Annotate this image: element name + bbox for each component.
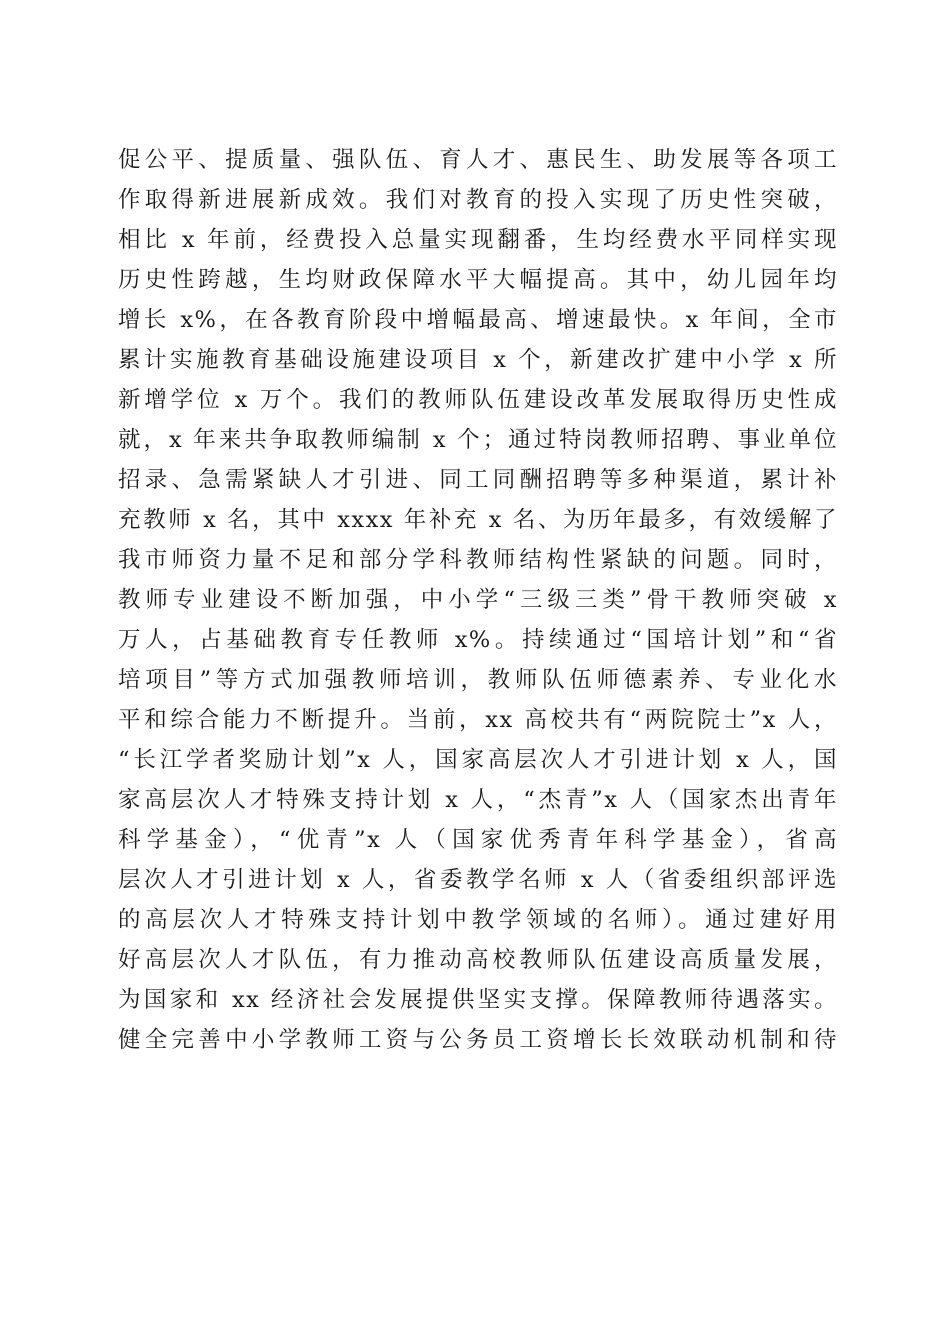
text-line: 充教师 x 名，其中 xxxx 年补充 x 名、为历年最多，有效缓解了 (118, 507, 838, 533)
text-line: 增长 x%，在各教育阶段中增幅最高、增速最快。x 年间，全市 (118, 307, 838, 333)
text-line: 科学基金），“优青”x 人（国家优秀青年科学基金），省高 (118, 827, 838, 853)
text-line: 培项目”等方式加强教师培训，教师队伍师德素养、专业化水 (118, 667, 838, 693)
text-line: 层次人才引进计划 x 人，省委教学名师 x 人（省委组织部评选 (118, 867, 838, 893)
text-line: 历史性跨越，生均财政保障水平大幅提高。其中，幼儿园年均 (118, 267, 838, 293)
text-line: 促公平、提质量、强队伍、育人才、惠民生、助发展等各项工 (118, 147, 838, 173)
text-line: 家高层次人才特殊支持计划 x 人，“杰青”x 人（国家杰出青年 (118, 787, 838, 813)
text-line: 作取得新进展新成效。我们对教育的投入实现了历史性突破， (118, 187, 838, 213)
text-line: 新增学位 x 万个。我们的教师队伍建设改革发展取得历史性成 (118, 387, 838, 413)
text-line: 平和综合能力不断提升。当前，xx 高校共有“两院院士”x 人， (118, 707, 838, 733)
text-line: “长江学者奖励计划”x 人，国家高层次人才引进计划 x 人，国 (118, 747, 838, 773)
text-line: 招录、急需紧缺人才引进、同工同酬招聘等多种渠道，累计补 (118, 467, 838, 493)
text-line: 好高层次人才队伍，有力推动高校教师队伍建设高质量发展， (118, 947, 838, 973)
text-line: 相比 x 年前，经费投入总量实现翻番，生均经费水平同样实现 (118, 227, 838, 253)
text-line: 教师专业建设不断加强，中小学“三级三类”骨干教师突破 x (118, 587, 838, 613)
text-line: 为国家和 xx 经济社会发展提供坚实支撑。保障教师待遇落实。 (118, 987, 838, 1013)
text-line: 健全完善中小学教师工资与公务员工资增长长效联动机制和待 (118, 1027, 838, 1053)
text-line: 的高层次人才特殊支持计划中教学领域的名师）。通过建好用 (118, 907, 838, 933)
text-line: 累计实施教育基础设施建设项目 x 个，新建改扩建中小学 x 所 (118, 347, 838, 373)
text-line: 就，x 年来共争取教师编制 x 个；通过特岗教师招聘、事业单位 (118, 427, 838, 453)
body-text (118, 140, 838, 1060)
text-line: 我市师资力量不足和部分学科教师结构性紧缺的问题。同时， (118, 547, 838, 573)
text-line: 万人，占基础教育专任教师 x%。持续通过“国培计划”和“省 (118, 627, 838, 653)
